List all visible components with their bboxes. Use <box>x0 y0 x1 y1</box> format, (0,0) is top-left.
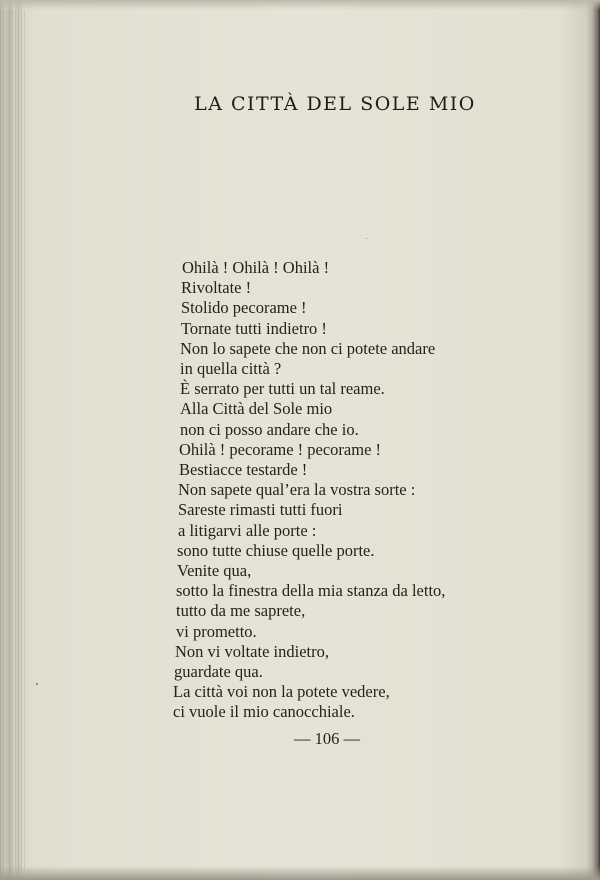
poem-line: Stolido pecorame ! <box>181 298 307 318</box>
poem-line: a litigarvi alle porte : <box>178 520 317 540</box>
paper-speck <box>366 238 367 239</box>
poem-line: Non vi voltate indietro, <box>175 641 329 661</box>
paper-speck <box>36 683 38 685</box>
poem-line: Venite qua, <box>177 561 252 581</box>
poem-body <box>173 258 580 723</box>
page-number: — 106 — <box>294 729 360 748</box>
poem-line: vi prometto. <box>176 621 257 641</box>
poem-line: guardate qua. <box>174 662 263 682</box>
poem-line: La città voi non la potete vedere, <box>173 682 390 702</box>
poem-line: in quella città ? <box>180 359 282 379</box>
poem-title: LA CITTÀ DEL SOLE MIO <box>194 93 476 115</box>
poem-line: Bestiacce testarde ! <box>179 460 308 480</box>
poem-line: sotto la finestra della mia stanza da letto, <box>176 581 446 601</box>
poem-line: tutto da me saprete, <box>176 601 306 621</box>
poem-line: Tornate tutti indietro ! <box>181 318 327 338</box>
poem-line: Non lo sapete che non ci potete andare <box>180 338 436 358</box>
poem-line: Alla Città del Sole mio <box>180 399 333 419</box>
poem-line: Ohilà ! pecorame ! pecorame ! <box>179 439 382 459</box>
poem-line: Sareste rimasti tutti fuori <box>178 500 343 520</box>
poem-line: Non sapete qual’era la vostra sorte : <box>178 480 416 500</box>
poem-line: Rivoltate ! <box>181 278 252 298</box>
page-top-shadow <box>0 0 600 10</box>
poem-line: sono tutte chiuse quelle porte. <box>177 540 375 560</box>
poem-line: È serrato per tutti un tal reame. <box>180 379 385 399</box>
poem-line: ci vuole il mio canocchiale. <box>173 702 355 722</box>
poem-line: Ohilà ! Ohilà ! Ohilà ! <box>182 258 330 277</box>
poem-line: non ci posso andare che io. <box>180 419 359 439</box>
page-bottom-shadow <box>0 866 600 880</box>
